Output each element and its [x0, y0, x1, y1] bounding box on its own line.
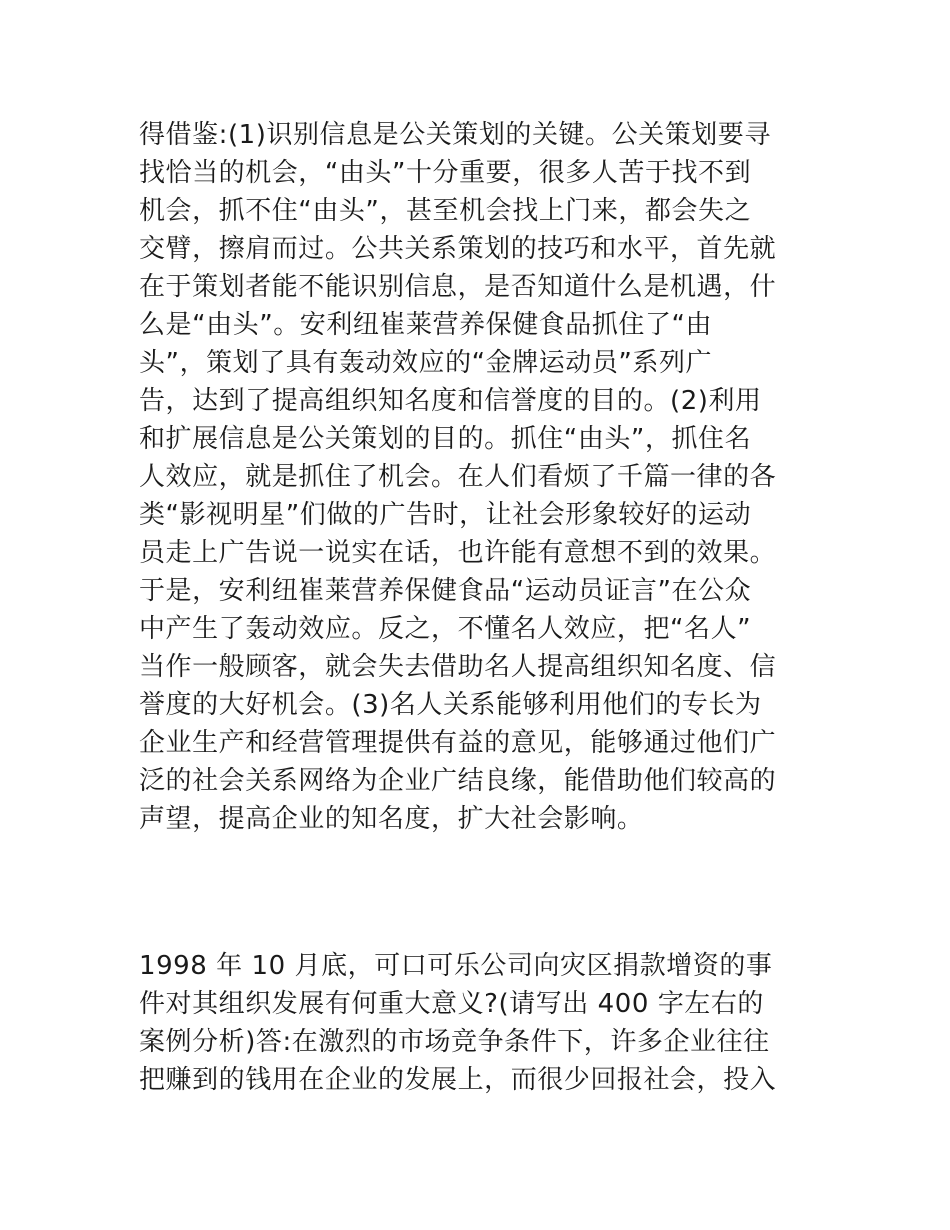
paragraph-analysis [139, 116, 811, 838]
text-line: 么是“由头”。安利纽崔莱营养保健食品抓住了“由 [139, 310, 713, 340]
text-line: 机会，抓不住“由头”，甚至机会找上门来，都会失之 [139, 196, 752, 226]
text-line: 1998 年 10 月底，可口可乐公司向灾区捐款增资的事 [139, 951, 773, 981]
text-line: 把赚到的钱用在企业的发展上，而很少回报社会，投入 [139, 1065, 777, 1095]
text-line: 告，达到了提高组织知名度和信誉度的目的。(2)利用 [139, 386, 762, 416]
text-line: 企业生产和经营管理提供有益的意见，能够通过他们广 [139, 728, 777, 758]
text-line: 当作一般顾客，就会失去借助名人提高组织知名度、信 [139, 652, 777, 682]
text-line: 找恰当的机会，“由头”十分重要，很多人苦于找不到 [139, 158, 752, 188]
text-line: 声望，提高企业的知名度，扩大社会影响。 [139, 804, 644, 834]
text-line: 头”，策划了具有轰动效应的“金牌运动员”系列广 [139, 348, 713, 378]
text-line: 誉度的大好机会。(3)名人关系能够利用他们的专长为 [139, 690, 762, 720]
text-line: 类“影视明星”们做的广告时，让社会形象较好的运动 [139, 500, 752, 530]
text-line: 泛的社会关系网络为企业广结良缘，能借助他们较高的 [139, 766, 777, 796]
text-line: 人效应，就是抓住了机会。在人们看烦了千篇一律的各 [139, 462, 777, 492]
text-line: 在于策划者能不能识别信息，是否知道什么是机遇，什 [139, 272, 777, 302]
text-line: 和扩展信息是公关策划的目的。抓住“由头”，抓住名 [139, 424, 752, 454]
text-line: 员走上广告说一说实在话，也许能有意想不到的效果。 [139, 538, 777, 568]
paragraph-question [139, 947, 811, 1099]
text-line: 于是，安利纽崔莱营养保健食品“运动员证言”在公众 [139, 576, 752, 606]
text-line: 交臂，擦肩而过。公共关系策划的技巧和水平，首先就 [139, 234, 777, 264]
text-line: 得借鉴:(1)识别信息是公关策划的关键。公关策划要寻 [139, 120, 771, 150]
text-line: 中产生了轰动效应。反之，不懂名人效应，把“名人” [139, 614, 752, 644]
text-line: 案例分析)答:在激烈的市场竞争条件下，许多企业往往 [139, 1027, 770, 1057]
text-line: 件对其组织发展有何重大意义?(请写出 400 字左右的 [139, 989, 764, 1019]
